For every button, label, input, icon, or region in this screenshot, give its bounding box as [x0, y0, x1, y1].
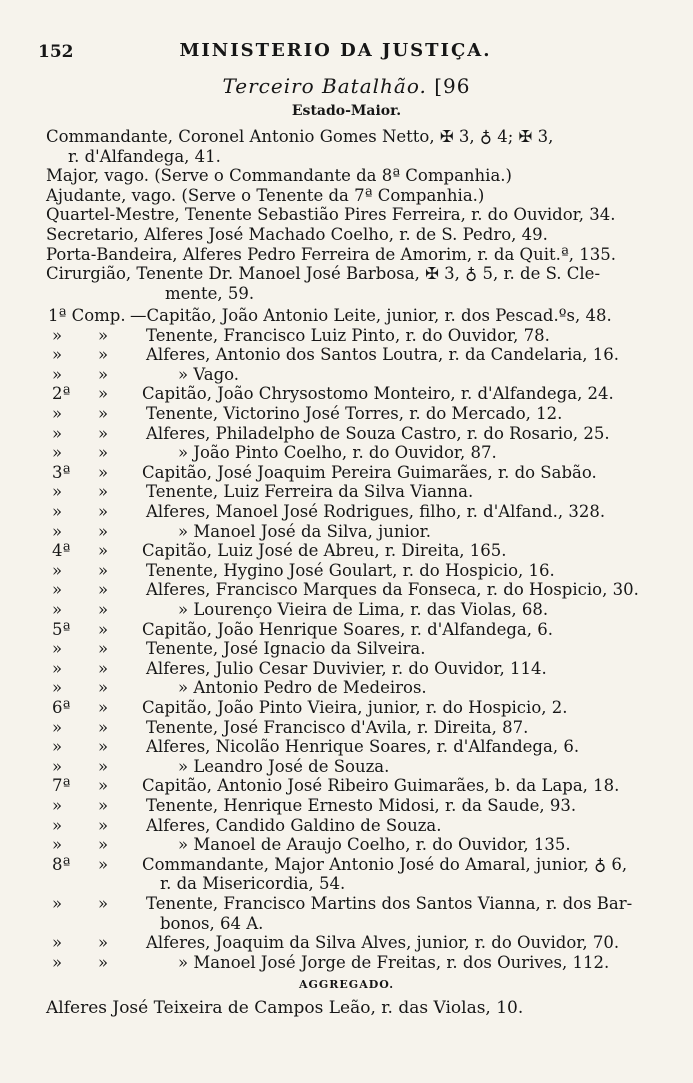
- company-entry-text: Alferes, Joaquim da Silva Alves, junior, r. do Ouvidor, 70.: [146, 933, 620, 953]
- ditto-mark: »: [98, 952, 109, 972]
- ditto-mark: »: [98, 854, 109, 874]
- company-number: »: [52, 835, 63, 855]
- company-number: »: [52, 737, 63, 757]
- ditto-mark: »: [98, 423, 109, 443]
- company-entry-text: Capitão, João Chrysostomo Monteiro, r. d'Alfandega, 24.: [142, 384, 614, 404]
- company-entry-text: Tenente, José Francisco d'Avila, r. Direita, 87.: [146, 717, 529, 737]
- company-entry-text: Tenente, Francisco Luiz Pinto, r. do Ouvidor, 78.: [146, 325, 550, 345]
- ditto-mark: »: [98, 737, 109, 757]
- company-number: »: [52, 678, 63, 698]
- aggregado-heading: AGGREGADO.: [298, 978, 395, 991]
- company-entry-text: r. da Misericordia, 54.: [160, 874, 346, 894]
- ditto-mark: »: [98, 815, 109, 835]
- company-number: »: [52, 796, 63, 815]
- ditto-mark: »: [98, 698, 109, 717]
- staff-line: Commandante, Coronel Antonio Gomes Netto, ✠ 3, ♁ 4; ✠ 3,: [46, 127, 554, 146]
- company-entry-text: » Lourenço Vieira de Lima, r. das Violas, 68.: [178, 600, 549, 619]
- ditto-mark: »: [98, 502, 109, 521]
- company-number: »: [52, 952, 63, 972]
- staff-line: Porta-Bandeira, Alferes Pedro Ferreira de Amorim, r. da Quit.ª, 135.: [46, 244, 616, 264]
- ditto-mark: »: [98, 678, 109, 698]
- subtitle-text: Terceiro Batalhão.: [222, 74, 427, 98]
- company-number: 3ª: [52, 462, 71, 482]
- company-entry-text: Alferes, Francisco Marques da Fonseca, r. do Hospicio, 30.: [146, 580, 639, 600]
- company-entry-text: Tenente, Henrique Ernesto Midosi, r. da Saude, 93.: [146, 796, 577, 815]
- company-entry-text: bonos, 64 A.: [160, 913, 264, 933]
- ditto-mark: »: [98, 933, 109, 953]
- ditto-mark: »: [98, 482, 109, 502]
- estado-maior-heading: Estado-Maior.: [291, 103, 402, 119]
- ditto-mark: »: [98, 404, 109, 423]
- ditto-mark: »: [98, 619, 109, 639]
- ditto-mark: »: [98, 658, 109, 678]
- ditto-mark: »: [98, 443, 109, 463]
- company-number: »: [52, 639, 63, 659]
- company-entry-text: » João Pinto Coelho, r. do Ouvidor, 87.: [178, 443, 497, 463]
- company-entry-text: Capitão, João Henrique Soares, r. d'Alfandega, 6.: [142, 619, 553, 639]
- company-entry-text: Tenente, José Ignacio da Silveira.: [146, 639, 426, 659]
- company-number: 4ª: [52, 541, 71, 561]
- company-number: »: [52, 894, 63, 913]
- company-number: 2ª: [52, 384, 71, 404]
- staff-line: Secretario, Alferes José Machado Coelho, r. de S. Pedro, 49.: [46, 225, 548, 244]
- ditto-mark: »: [98, 384, 109, 404]
- company-number: »: [52, 482, 63, 502]
- company-number: »: [52, 345, 63, 365]
- company-entry-text: Tenente, Hygino José Goulart, r. do Hospicio, 16.: [146, 560, 555, 580]
- ditto-mark: »: [98, 717, 109, 737]
- ditto-mark: »: [98, 894, 109, 913]
- company-entry-text: Alferes, Philadelpho de Souza Castro, r. do Rosario, 25.: [146, 423, 610, 443]
- ditto-mark: »: [98, 325, 109, 345]
- staff-line: r. d'Alfandega, 41.: [68, 146, 221, 166]
- ditto-mark: »: [98, 541, 109, 561]
- company-entry-text: Capitão, José Joaquim Pereira Guimarães, r. do Sabão.: [142, 462, 597, 482]
- company-number: »: [52, 443, 63, 463]
- company-entry-text: Capitão, Luiz José de Abreu, r. Direita, 165.: [142, 541, 507, 561]
- company-number: »: [52, 815, 63, 835]
- ditto-mark: »: [98, 756, 109, 776]
- ditto-mark: »: [98, 345, 109, 365]
- ditto-mark: »: [98, 560, 109, 580]
- company-number: 1ª Comp.: [48, 306, 126, 325]
- company-entry-text: » Manoel José Jorge de Freitas, r. dos Ourives, 112.: [178, 952, 610, 972]
- ditto-mark: »: [98, 462, 109, 482]
- company-number: »: [52, 756, 63, 776]
- company-number: 5ª: [52, 619, 71, 639]
- company-number: »: [52, 933, 63, 953]
- staff-line: Cirurgião, Tenente Dr. Manoel José Barbosa, ✠ 3, ♁ 5, r. de S. Cle-: [46, 264, 601, 284]
- company-number: »: [52, 658, 63, 678]
- ditto-mark: »: [98, 364, 109, 384]
- company-number: »: [52, 364, 63, 384]
- running-head-title: MINISTERIO DA JUSTIÇA.: [179, 40, 492, 61]
- staff-line: mente, 59.: [165, 283, 255, 303]
- company-number: »: [52, 717, 63, 737]
- company-number: »: [52, 502, 63, 521]
- staff-line: Major, vago. (Serve o Commandante da 8ª Companhia.): [46, 166, 512, 186]
- company-entry-text: » Leandro José de Souza.: [178, 756, 390, 776]
- staff-line: Quartel-Mestre, Tenente Sebastião Pires Ferreira, r. do Ouvidor, 34.: [46, 205, 616, 225]
- company-entry-text: Commandante, Major Antonio José do Amaral, junior, ♁ 6,: [142, 854, 628, 874]
- section-subtitle: [0, 74, 693, 98]
- company-entry-text: Capitão, João Pinto Vieira, junior, r. do Hospicio, 2.: [142, 698, 568, 717]
- company-entry-text: Alferes, Antonio dos Santos Loutra, r. da Candelaria, 16.: [146, 345, 619, 365]
- company-entry-text: » Manoel de Araujo Coelho, r. do Ouvidor, 135.: [178, 835, 571, 855]
- page-number: 152: [38, 42, 74, 62]
- company-entry-text: Alferes, Manoel José Rodrigues, filho, r. d'Alfand., 328.: [146, 502, 606, 521]
- ditto-mark: »: [98, 776, 109, 796]
- subtitle-number: [96: [434, 74, 471, 98]
- company-entry-text: —Capitão, João Antonio Leite, junior, r. dos Pescad.ºs, 48.: [130, 306, 612, 325]
- company-number: »: [52, 600, 63, 619]
- company-number: »: [52, 325, 63, 345]
- company-entry-text: Tenente, Victorino José Torres, r. do Mercado, 12.: [146, 404, 563, 423]
- company-entry-text: Alferes, Julio Cesar Duvivier, r. do Ouvidor, 114.: [146, 658, 547, 678]
- company-entry-text: Tenente, Luiz Ferreira da Silva Vianna.: [146, 482, 474, 502]
- ditto-mark: »: [98, 580, 109, 600]
- company-entry-text: » Vago.: [178, 364, 240, 384]
- company-entry-text: » Antonio Pedro de Medeiros.: [178, 678, 427, 698]
- running-header: [38, 38, 633, 64]
- company-entry-text: Tenente, Francisco Martins dos Santos Vianna, r. dos Bar-: [146, 894, 633, 913]
- company-entry-text: Alferes, Nicolão Henrique Soares, r. d'Alfandega, 6.: [146, 737, 580, 757]
- company-number: 6ª: [52, 698, 71, 717]
- staff-line: Ajudante, vago. (Serve o Tenente da 7ª Companhia.): [46, 185, 485, 205]
- ditto-mark: »: [98, 639, 109, 659]
- company-number: »: [52, 580, 63, 600]
- company-number: »: [52, 423, 63, 443]
- ditto-mark: »: [98, 835, 109, 855]
- company-number: »: [52, 404, 63, 423]
- company-number: 7ª: [52, 776, 71, 796]
- ditto-mark: »: [98, 796, 109, 815]
- aggregado-line: Alferes José Teixeira de Campos Leão, r. das Violas, 10.: [46, 998, 524, 1018]
- company-number: »: [52, 560, 63, 580]
- ditto-mark: »: [98, 600, 109, 619]
- company-entry-text: Alferes, Candido Galdino de Souza.: [146, 815, 442, 835]
- ditto-mark: »: [98, 521, 109, 541]
- company-number: 8ª: [52, 854, 71, 874]
- company-number: »: [52, 521, 63, 541]
- company-entry-text: Capitão, Antonio José Ribeiro Guimarães, b. da Lapa, 18.: [142, 776, 620, 796]
- company-entry-text: » Manoel José da Silva, junior.: [178, 521, 431, 541]
